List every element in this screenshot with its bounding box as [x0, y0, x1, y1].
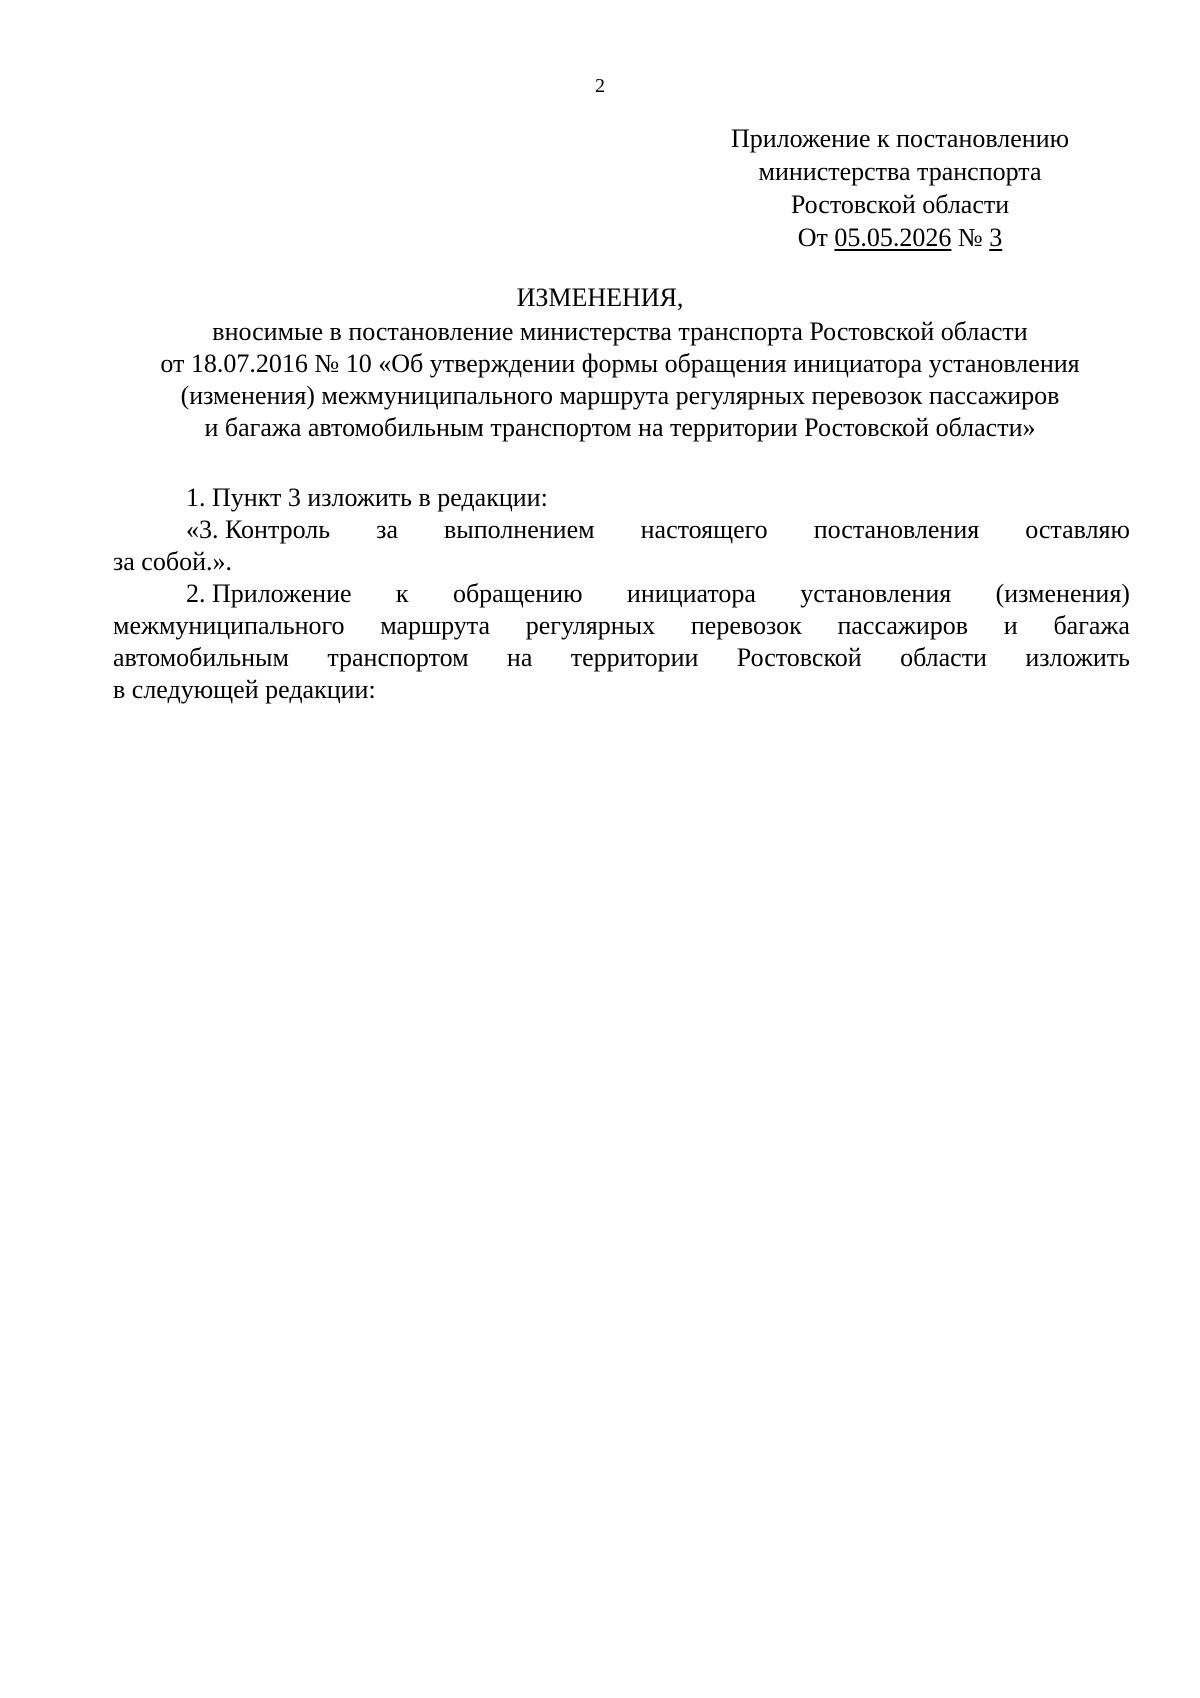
word: регулярных: [525, 611, 656, 640]
word: межмуниципального: [113, 611, 345, 640]
paragraph-2-line-2: за собой.».: [113, 547, 232, 576]
word: к: [395, 579, 409, 608]
word: автомобильным: [113, 643, 289, 672]
word: перевозок: [690, 611, 802, 640]
number-sign: №: [957, 223, 983, 252]
word: области: [900, 643, 987, 672]
paragraph-3-line-4: в следующей редакции:: [113, 675, 376, 704]
heading-line: (изменения) межмуниципального маршрута регулярных перевозок пассажиров: [180, 381, 1060, 410]
word: оставляю: [1025, 515, 1130, 544]
paragraph-3-line-2: [113, 610, 1130, 642]
word: за: [376, 515, 398, 544]
heading-line: и багажа автомобильным транспортом на территории Ростовской области»: [204, 413, 1036, 442]
word: транспортом: [327, 643, 469, 672]
appendix-line-1: Приложение к постановлению: [730, 124, 1070, 153]
word: Ростовской: [736, 643, 862, 672]
word: установления: [800, 579, 952, 608]
document-number: 3: [989, 223, 1003, 252]
appendix-line-3: Ростовской области: [790, 190, 1010, 219]
word: и: [1003, 611, 1018, 640]
word: на: [506, 643, 533, 672]
document-date: 05.05.2026: [834, 223, 952, 252]
word: «3. Контроль: [186, 515, 331, 544]
word: пассажиров: [837, 611, 969, 640]
heading-subtitle: [110, 316, 1130, 444]
word: (изменения): [995, 579, 1130, 608]
word: настоящего: [640, 515, 768, 544]
appendix-date-line: [690, 221, 1110, 254]
document-body: [113, 482, 1130, 706]
paragraph-1: 1. Пункт 3 изложить в редакции:: [186, 483, 548, 512]
word: 2. Приложение: [186, 579, 352, 608]
paragraph-2-line-1: [113, 514, 1130, 546]
date-prefix: От: [797, 223, 828, 252]
word: багажа: [1053, 611, 1130, 640]
heading-line: от 18.07.2016 № 10 «Об утверждении формы обращения инициатора установления: [160, 349, 1080, 378]
word: обращению: [452, 579, 583, 608]
heading-title: ИЗМЕНЕНИЯ,: [516, 283, 684, 312]
heading-line: вносимые в постановление министерства транспорта Ростовской области: [212, 317, 1028, 346]
appendix-line-2: министерства транспорта: [758, 157, 1042, 186]
word: постановления: [813, 515, 980, 544]
word: изложить: [1025, 643, 1130, 672]
paragraph-3-line-3: [113, 642, 1130, 674]
page-number: 2: [595, 75, 605, 97]
word: инициатора: [626, 579, 756, 608]
word: маршрута: [380, 611, 490, 640]
word: территории: [570, 643, 699, 672]
paragraph-3-line-1: [113, 578, 1130, 610]
appendix-block: [690, 122, 1110, 254]
word: выполнением: [444, 515, 595, 544]
